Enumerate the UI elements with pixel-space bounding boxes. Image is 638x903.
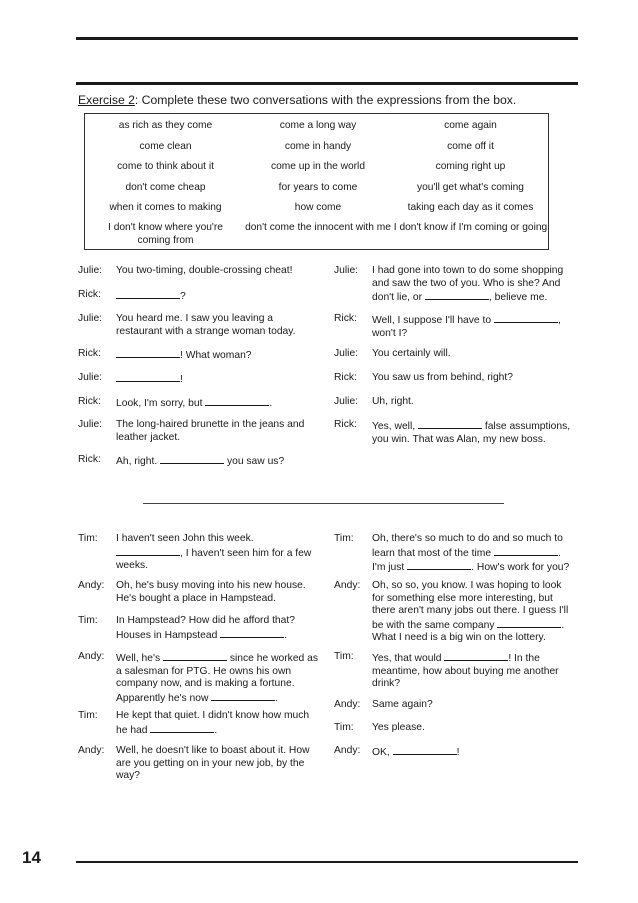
speaker: Rick: — [334, 419, 357, 430]
expression: come up in the world — [270, 161, 365, 172]
expression: come in handy — [284, 141, 352, 152]
dialogue-line: Well, he doesn't like to boast about it. How are you getting on in your new job, by the way? — [116, 745, 310, 781]
answer-blank[interactable] — [444, 651, 508, 661]
speaker: Andy: — [78, 745, 105, 756]
speaker: Andy: — [78, 651, 105, 662]
dialogue-line: ! What woman? — [116, 348, 316, 363]
speaker: Rick: — [334, 372, 357, 383]
speaker: Julie: — [78, 419, 103, 430]
answer-blank[interactable] — [407, 560, 471, 570]
section-divider — [143, 503, 504, 504]
dialogue-line: Well, I suppose I'll have to , won't I? — [372, 315, 561, 339]
answer-blank[interactable] — [497, 618, 561, 628]
exercise-title — [78, 93, 516, 107]
expression: how come — [294, 202, 342, 213]
top-rule — [76, 37, 578, 40]
dialogue-line: OK, ! — [372, 747, 460, 758]
expression: come to think about it — [117, 161, 214, 172]
dialogue-line: Yes please. — [372, 722, 425, 733]
dialogue-line: Yes, that would ! In the meantime, how about buying me another drink? — [372, 653, 559, 689]
speaker: Rick: — [78, 289, 101, 300]
header-rule — [76, 82, 578, 85]
expression: don't come cheap — [125, 182, 206, 193]
speaker: Julie: — [334, 348, 359, 359]
expression: when it comes to making — [109, 202, 222, 213]
answer-blank[interactable] — [494, 313, 558, 323]
dialogue-line: In Hampstead? How did he afford that? Houses in Hampstead . — [116, 615, 295, 641]
dialogue-line: You heard me. I saw you leaving a restaurant with a strange woman today. — [116, 313, 296, 337]
exercise-label: Exercise 2 — [78, 93, 135, 107]
dialogue-line: Look, I'm sorry, but . — [116, 398, 273, 409]
exercise-instruction: : Complete these two conversations with the expressions from the box. — [134, 93, 517, 107]
dialogue-line: Uh, right. — [372, 396, 414, 407]
answer-blank[interactable] — [116, 546, 180, 556]
expression: for years to come — [278, 182, 358, 193]
dialogue-line: He kept that quiet. I didn't know how much he had . — [116, 710, 310, 736]
answer-blank[interactable] — [418, 419, 482, 429]
dialogue-line: Oh, he's busy moving into his new house. He's bought a place in Hampstead. — [116, 580, 306, 604]
expression: come again — [444, 120, 497, 131]
speaker: Andy: — [334, 580, 361, 591]
speaker: Andy: — [78, 580, 105, 591]
speaker: Andy: — [334, 745, 361, 756]
speaker: Tim: — [78, 710, 98, 721]
dialogue-line: You two-timing, double-crossing cheat! — [116, 265, 293, 276]
dialogue-line: Oh, so so, you know. I was hoping to look for something else more interesting, but there aren't many jobs out there. I guess I'll be with the same company . What I need is a big win on the lottery. — [372, 580, 569, 643]
expression: come a long way — [279, 120, 357, 131]
speaker: Rick: — [78, 348, 101, 359]
speaker: Rick: — [78, 454, 101, 465]
expression: don't come the innocent with me — [245, 222, 391, 233]
speaker: Rick: — [78, 396, 101, 407]
speaker: Tim: — [78, 615, 98, 626]
dialogue-line: Same again? — [372, 699, 433, 710]
expression: come clean — [139, 141, 192, 152]
dialogue-line: I haven't seen John this week. , I haven't seen him for a few weeks. — [116, 533, 312, 571]
expression: as rich as they come — [118, 120, 213, 131]
answer-blank[interactable] — [116, 372, 180, 382]
answer-blank[interactable] — [160, 454, 224, 464]
speaker: Julie: — [78, 372, 103, 383]
answer-blank[interactable] — [116, 289, 180, 299]
dialogue-line: You saw us from behind, right? — [372, 372, 513, 383]
answer-blank[interactable] — [494, 546, 558, 556]
footer-rule — [76, 861, 578, 863]
dialogue-line: ? — [116, 289, 316, 304]
speaker: Julie: — [78, 265, 103, 276]
answer-blank[interactable] — [425, 290, 489, 300]
dialogue-line: ! — [116, 372, 316, 387]
answer-blank[interactable] — [205, 396, 269, 406]
speaker: Julie: — [78, 313, 103, 324]
expression: I don't know if I'm coming or going — [393, 222, 548, 233]
dialogue-line: The long-haired brunette in the jeans and leather jacket. — [116, 419, 305, 443]
expression: taking each day as it comes — [407, 202, 534, 213]
answer-blank[interactable] — [116, 348, 180, 358]
answer-blank[interactable] — [163, 651, 227, 661]
page-number: 14 — [22, 848, 41, 867]
dialogue-line: Yes, well, false assumptions, you win. That was Alan, my new boss. — [372, 421, 571, 445]
dialogue-line: Ah, right. you saw us? — [116, 456, 285, 467]
answer-blank[interactable] — [220, 628, 284, 638]
speaker: Rick: — [334, 313, 357, 324]
expression: coming right up — [435, 161, 506, 172]
dialogue-line: Oh, there's so much to do and so much to learn that most of the time . I'm just . How's work for you? — [372, 533, 570, 573]
answer-blank[interactable] — [393, 745, 457, 755]
speaker: Tim: — [334, 651, 354, 662]
speaker: Tim: — [334, 533, 354, 544]
speaker: Andy: — [334, 699, 361, 710]
speaker: Tim: — [78, 533, 98, 544]
speaker: Julie: — [334, 265, 359, 276]
dialogue-line: I had gone into town to do some shopping and saw the two of you. Who is she? And don't lie, or , believe me. — [372, 265, 564, 303]
expressions-box — [84, 113, 549, 250]
dialogue-line: You certainly will. — [372, 348, 451, 359]
speaker: Julie: — [334, 396, 359, 407]
expression: come off it — [447, 141, 494, 152]
expression: you'll get what's coming — [417, 182, 524, 193]
answer-blank[interactable] — [150, 723, 214, 733]
answer-blank[interactable] — [211, 691, 275, 701]
expression: I don't know where you're coming from — [108, 222, 223, 246]
dialogue-line: Well, he's since he worked as a salesman for PTG. He owns his own company now, and is making a fortune. Apparently he's now . — [116, 653, 319, 704]
speaker: Tim: — [334, 722, 354, 733]
